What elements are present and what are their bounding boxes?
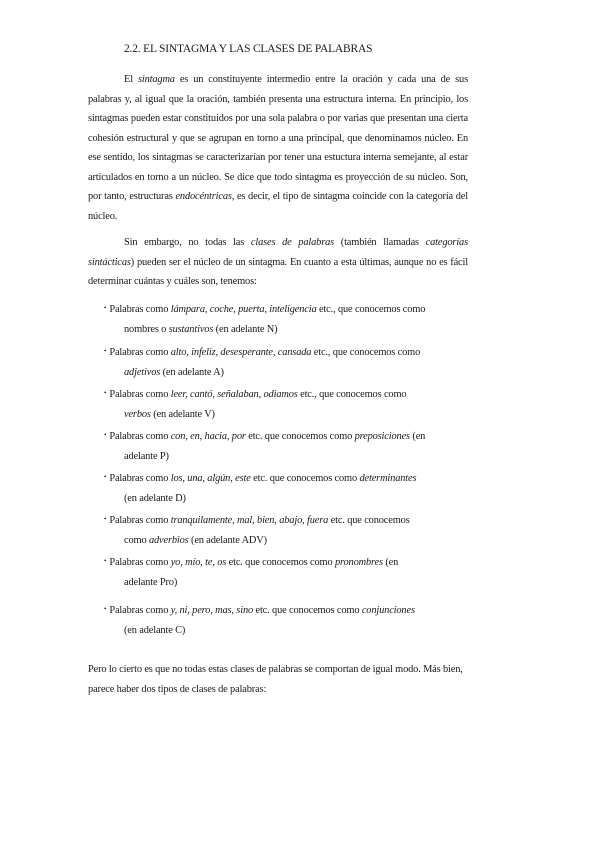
text-run: (en <box>409 431 426 442</box>
examples: con, en, hacia, por <box>170 431 246 442</box>
bullet-icon: • <box>104 347 107 355</box>
category-term: preposiciones <box>354 431 410 442</box>
list-item <box>104 298 484 340</box>
text-run: etc. que conocemos <box>328 515 410 526</box>
category-term: sustantivos <box>168 324 214 335</box>
list-item <box>104 551 484 593</box>
text-run: (en adelante D) <box>124 493 186 504</box>
examples: lámpara, coche, puerta, inteligencia <box>170 304 317 315</box>
text-run: (en adelante C) <box>124 625 186 636</box>
text-run: como <box>124 535 149 546</box>
text-run: adelante P) <box>124 451 169 462</box>
text-run: (en adelante A) <box>160 367 224 378</box>
text-run: etc. que conocemos como <box>250 473 360 484</box>
text-run: etc., que conocemos como <box>297 389 407 400</box>
category-term: pronombres <box>334 557 383 568</box>
category-term: verbos <box>124 409 151 420</box>
section-title: 2.2. EL SINTAGMA Y LAS CLASES DE PALABRAS <box>124 43 373 55</box>
text-run: Sin embargo, no todas las <box>124 237 251 248</box>
text-run: (en adelante ADV) <box>188 535 267 546</box>
paragraph-conclusion: Pero lo cierto es que no todas estas clases de palabras se comportan de igual modo. Más bien, parece haber dos tipos de clases de palabras: <box>88 664 463 695</box>
bullet-icon: • <box>104 515 107 523</box>
category-term: adjetivos <box>124 367 161 378</box>
text-run: ) pueden ser el núcleo de un sintagma. En cuanto a esta últimas, aunque no es fácil determinar cuántas y cuáles son, tenemos: <box>88 256 468 287</box>
bullet-icon: • <box>104 389 107 397</box>
text-run: (en adelante V) <box>150 409 215 420</box>
list-item <box>104 425 484 467</box>
text-run: Palabras como <box>109 473 171 484</box>
examples: alto, infeliz, desesperante, cansada <box>170 347 312 358</box>
list-item <box>104 383 484 425</box>
bullet-icon: • <box>104 605 107 613</box>
text-run: etc., que conocemos como <box>316 304 426 315</box>
text-run: nombres o <box>124 324 169 335</box>
text-run: El <box>124 74 138 85</box>
paragraph-sintagma <box>88 70 468 226</box>
text-run: Palabras como <box>109 557 171 568</box>
bullet-icon: • <box>104 304 107 312</box>
term-sintagma: sintagma <box>137 74 175 85</box>
text-run: Palabras como <box>109 347 171 358</box>
list-item <box>104 509 484 551</box>
term-categorias-sintacticas: categorías sintácticas <box>88 237 468 268</box>
paragraph-clases <box>88 233 468 292</box>
text-run: adelante Pro) <box>124 577 178 588</box>
bullet-icon: • <box>104 431 107 439</box>
category-term: determinantes <box>359 473 417 484</box>
examples: y, ni, pero, mas, sino <box>170 605 254 616</box>
category-term: conjunciones <box>361 605 415 616</box>
text-run: etc. que conocemos como <box>253 605 362 616</box>
text-run: etc. que conocemos como <box>245 431 355 442</box>
list-item <box>104 599 484 641</box>
text-run: (en <box>382 557 399 568</box>
list-item <box>104 467 484 509</box>
term-clases-de-palabras: clases de palabras <box>250 237 335 248</box>
text-run: Palabras como <box>109 431 171 442</box>
term-endocentricas: endocéntricas <box>175 191 232 202</box>
text-run: es un constituyente intermedio entre la oración y cada una de sus palabras y, al igual que la oración, también presenta una estructura interna. En principio, los sintagmas pueden estar constituidos por una sola palabra o por varias que presentan una cierta cohesión estructural y que se agrupan en torno a una principal, que denominamos núcleo. En ese sentido, los sintagmas se caracterizarían por tener una estuctura interna semejante, al estar articulados en torno a un núcleo. Se dice que todo sintagma es proyección de su núcleo. Son, por tanto, estructuras <box>88 74 468 202</box>
list-item <box>104 341 484 383</box>
category-term: adverbios <box>148 535 189 546</box>
text-run: etc., que conocemos como <box>311 347 421 358</box>
examples: tranquilamente, mal, bien, abajo, fuera <box>170 515 329 526</box>
text-run: (en adelante N) <box>213 324 278 335</box>
text-run: Palabras como <box>109 389 171 400</box>
text-run: Palabras como <box>109 605 171 616</box>
examples: leer, cantó, señalaban, odiamos <box>170 389 298 400</box>
text-run: (también llamadas <box>334 237 426 248</box>
text-run: etc. que conocemos como <box>226 557 335 568</box>
bullet-icon: • <box>104 473 107 481</box>
examples: los, una, algún, este <box>170 473 251 484</box>
bullet-icon: • <box>104 557 107 565</box>
text-run: Palabras como <box>109 304 171 315</box>
text-run: , es decir, el tipo de sintagma coincide con la categoría del núcleo. <box>88 191 468 222</box>
examples: yo, mío, te, os <box>170 557 227 568</box>
text-run: Palabras como <box>109 515 171 526</box>
